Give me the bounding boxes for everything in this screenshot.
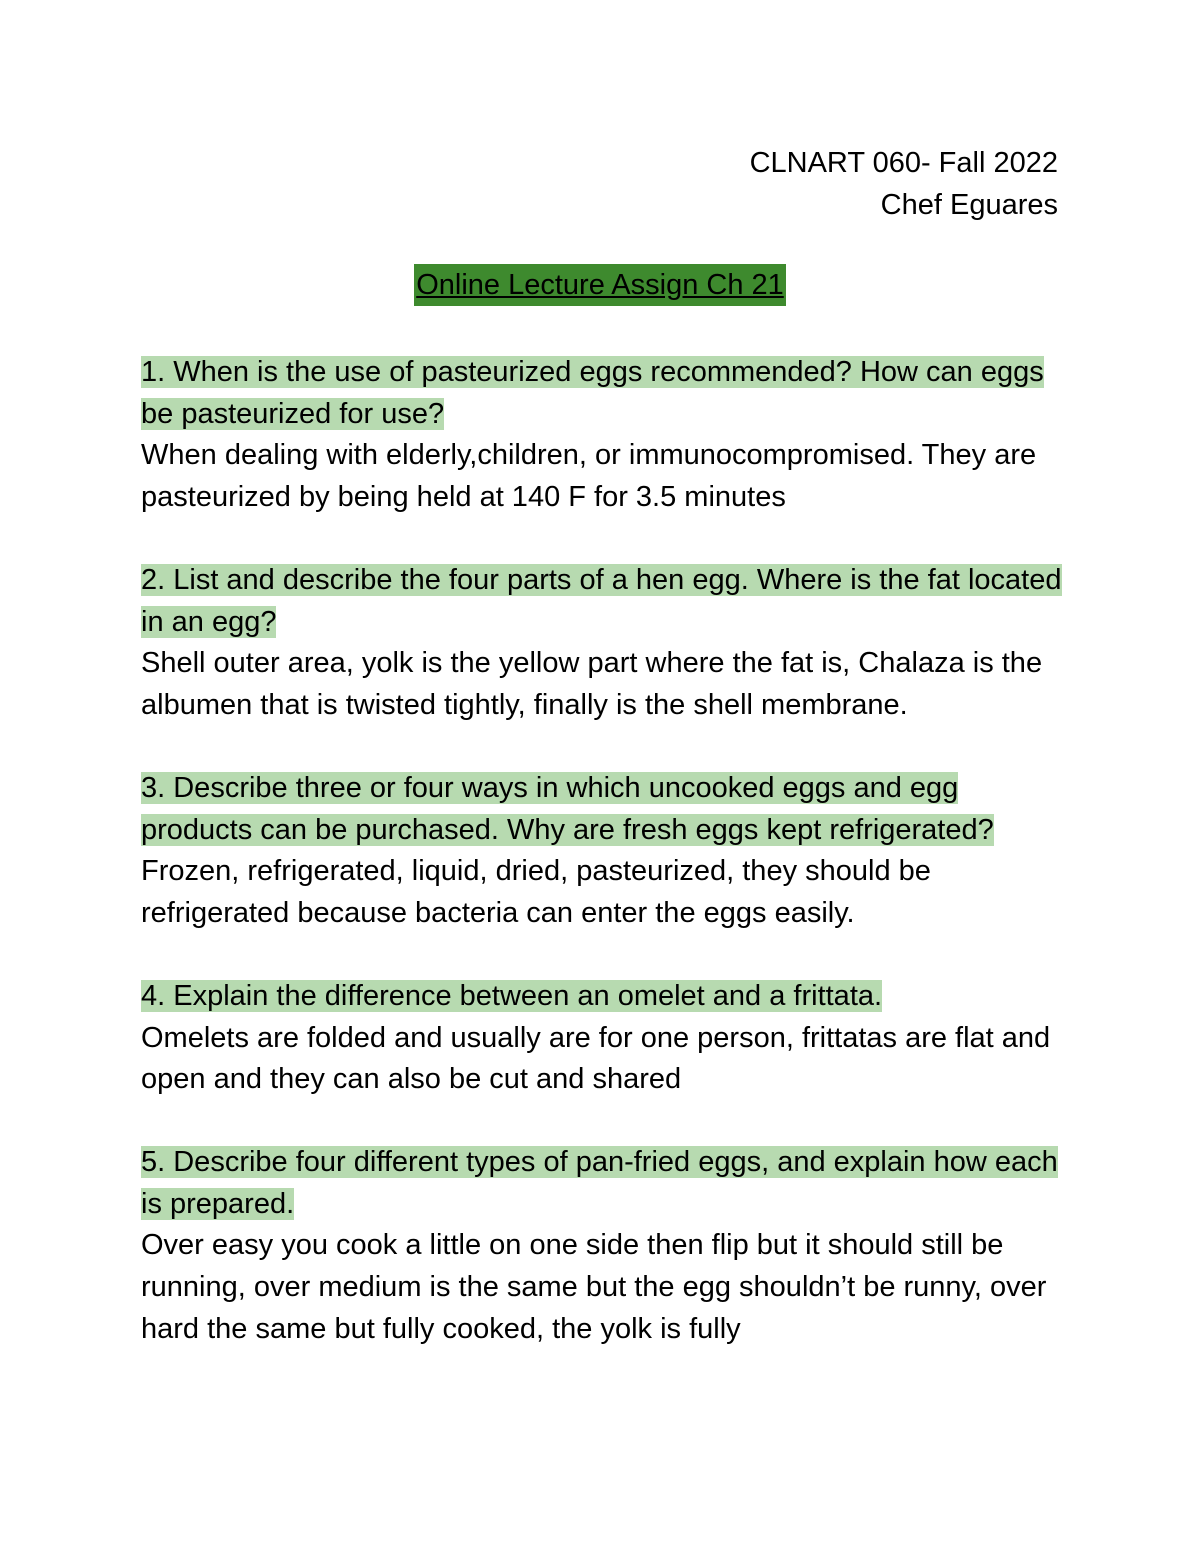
question-3-text: 3. Describe three or four ways in which uncooked eggs and egg products can be purchased. Why are fresh eggs kept refrigerated?: [141, 771, 994, 846]
qa-content: [141, 352, 1071, 1392]
instructor-line: Chef Eguares: [880, 189, 1058, 221]
qa-item-1: [141, 352, 1071, 518]
question-1-text: 1. When is the use of pasteurized eggs recommended? How can eggs be pasteurized for use?: [141, 356, 1044, 430]
question-4: [141, 976, 1071, 1018]
question-4-text: 4. Explain the difference between an omelet and a frittata.: [141, 979, 883, 1012]
course-line: CLNART 060- Fall 2022: [749, 147, 1058, 179]
title-wrap: [0, 264, 1200, 306]
question-3: [141, 768, 1071, 851]
question-5-text: 5. Describe four different types of pan-fried eggs, and explain how each is prepared.: [141, 1146, 1058, 1220]
qa-item-4: [141, 976, 1071, 1101]
answer-2: Shell outer area, yolk is the yellow part where the fat is, Chalaza is the albumen that is twisted tightly, finally is the shell membrane.: [141, 647, 1043, 721]
answer-4: Omelets are folded and usually are for one person, frittatas are flat and open and they can also be cut and shared: [141, 1021, 1051, 1096]
qa-item-2: [141, 560, 1071, 726]
question-1: [141, 352, 1071, 435]
header-block: [750, 142, 1058, 226]
qa-item-3: [141, 768, 1071, 934]
question-2-text: 2. List and describe the four parts of a hen egg. Where is the fat located in an egg?: [141, 563, 1062, 638]
question-2: [141, 560, 1071, 643]
answer-3: Frozen, refrigerated, liquid, dried, pasteurized, they should be refrigerated because bacteria can enter the eggs easily.: [141, 855, 931, 929]
answer-1: When dealing with elderly,children, or immunocompromised. They are pasteurized by being held at 140 F for 3.5 minutes: [141, 439, 1037, 513]
qa-item-5: [141, 1142, 1071, 1350]
answer-5: Over easy you cook a little on one side then flip but it should still be running, over medium is the same but the egg shouldn’t be runny, over hard the same but fully cooked, the yolk is fully: [141, 1229, 1047, 1345]
question-5: [141, 1142, 1071, 1225]
document-title: Online Lecture Assign Ch 21: [414, 264, 786, 306]
